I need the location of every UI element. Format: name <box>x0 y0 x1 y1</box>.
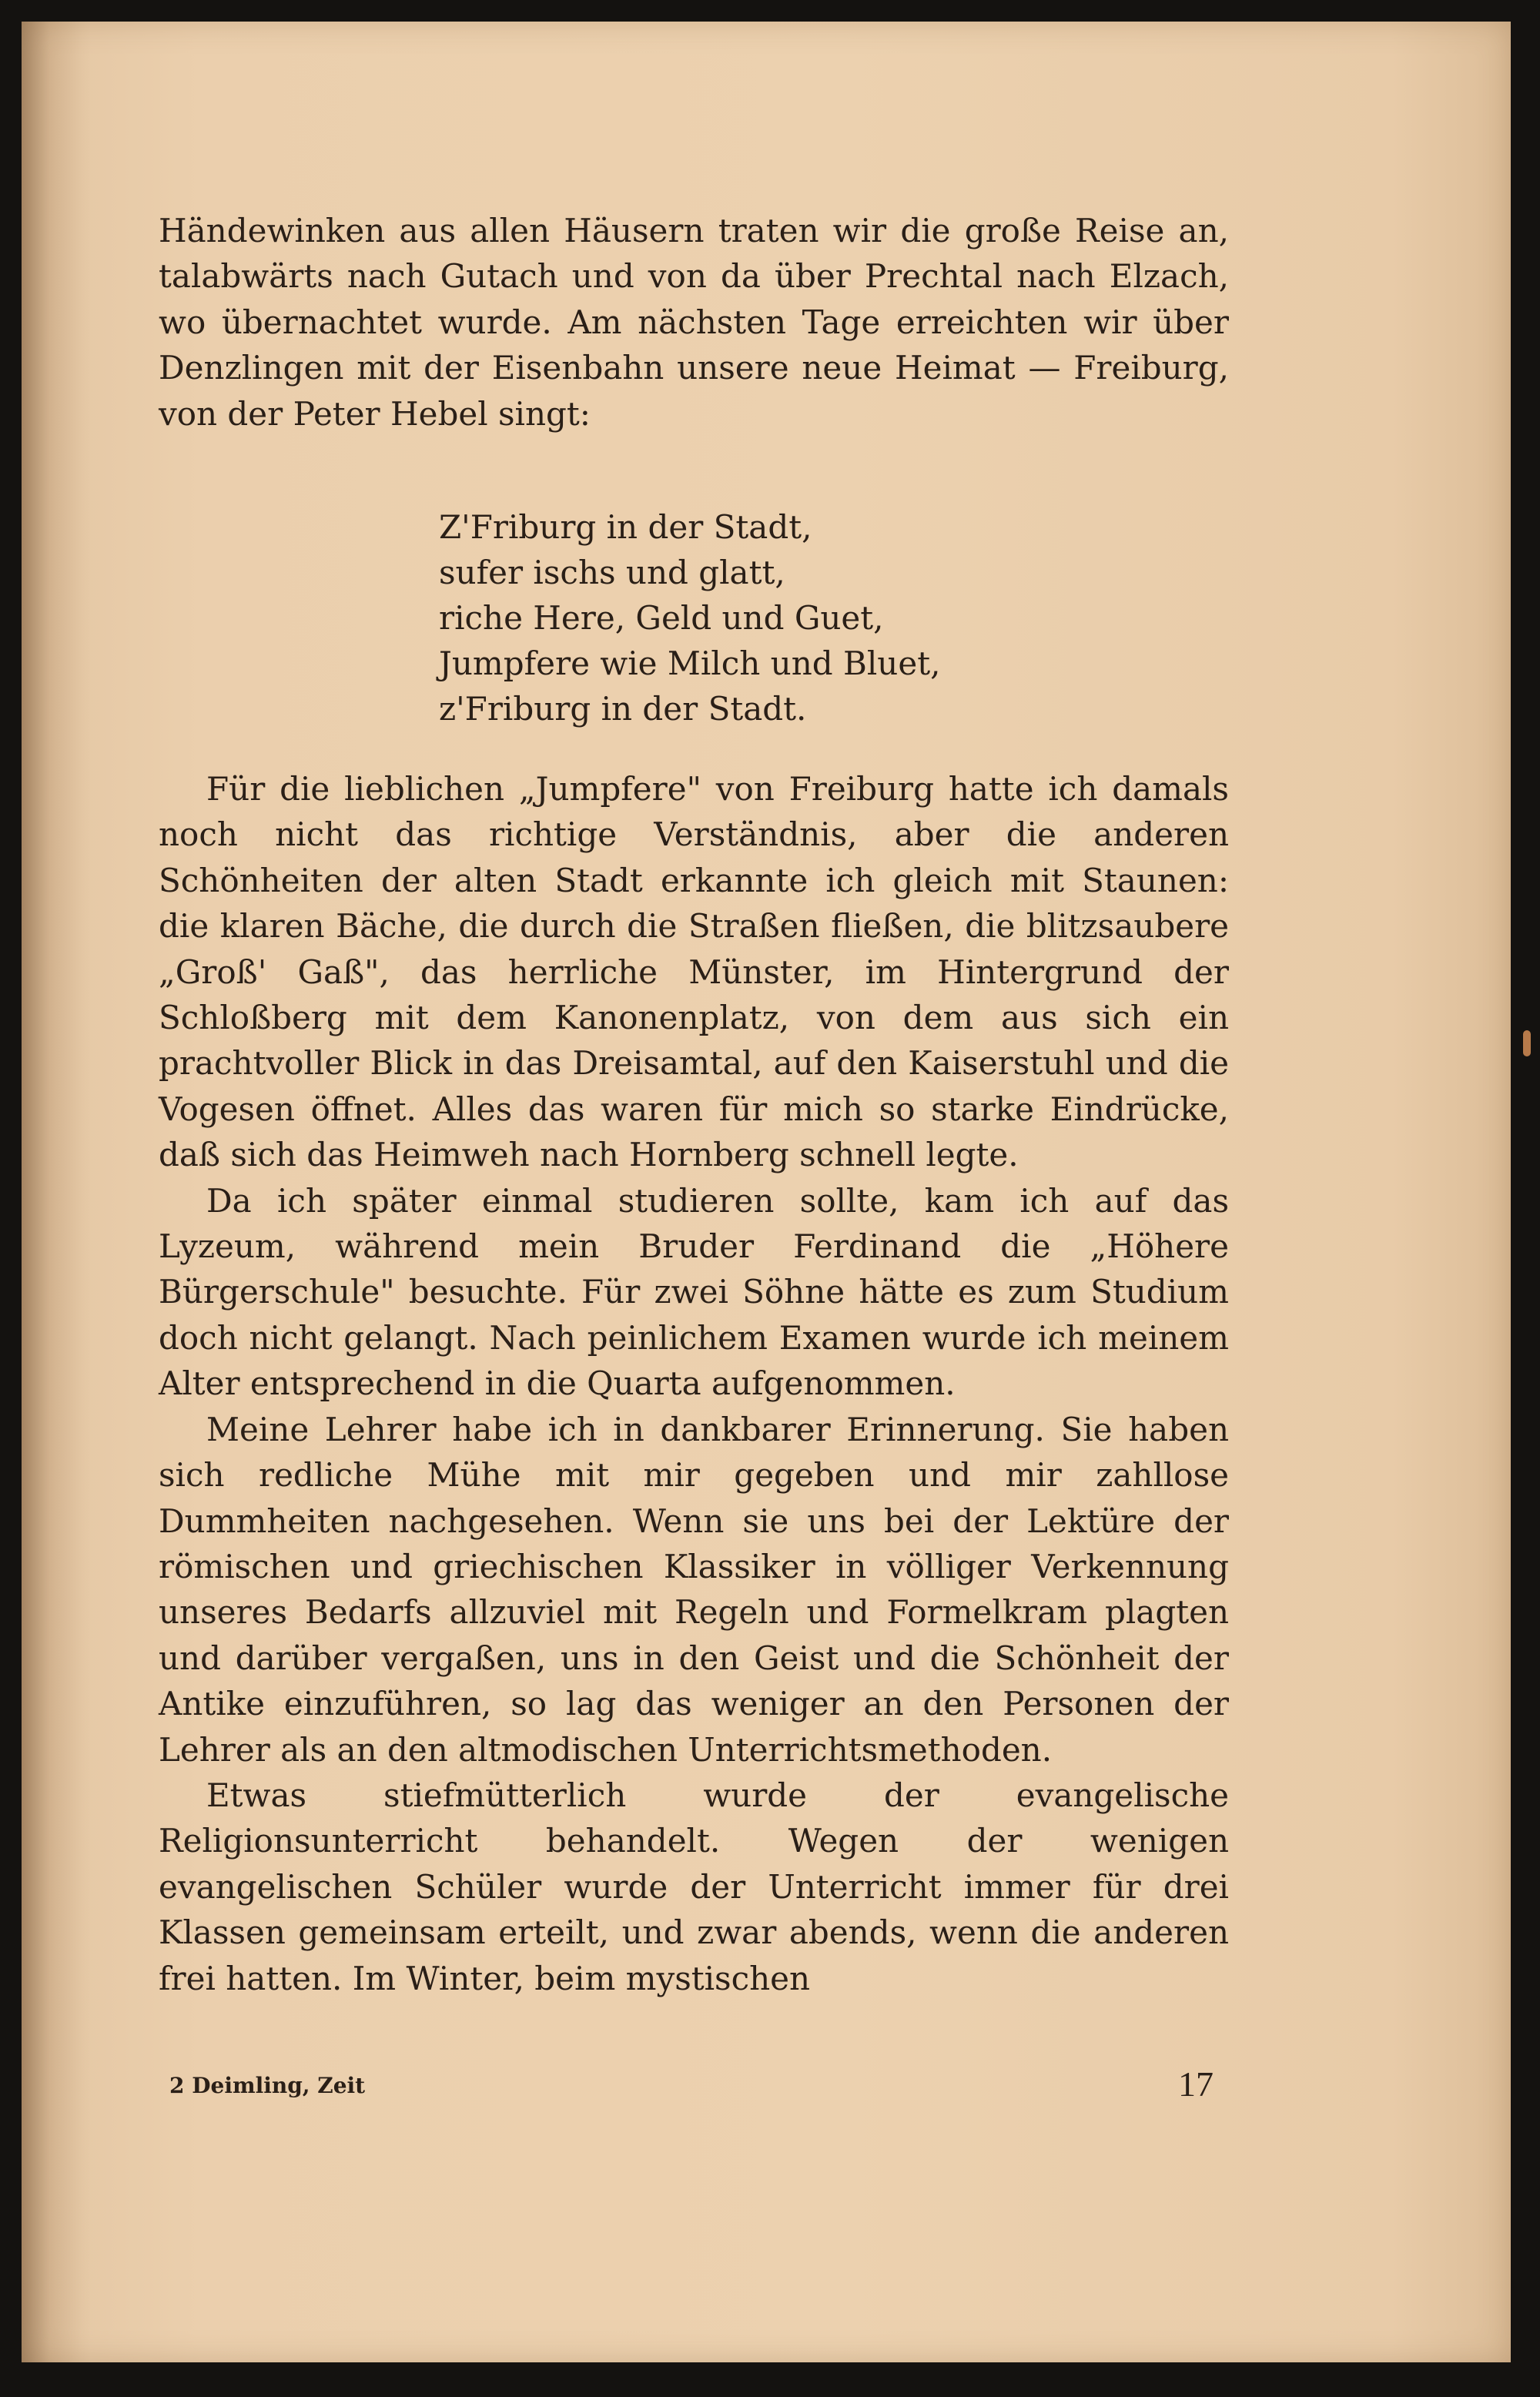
page-number: 17 <box>1178 2064 1214 2104</box>
page-gutter-shadow <box>22 22 91 2362</box>
poem-line-3: riche Here, Geld und Guet, <box>439 599 884 637</box>
poem-line-1: Z'Friburg in der Stadt, <box>439 508 812 546</box>
page-body <box>159 208 1229 437</box>
paragraph-3: Da ich später einmal studieren sollte, kam ich auf das Lyzeum, während mein Bruder Ferdinand die „Höhere Bürgerschule" besuchte. Für zwei Söhne hätte es zum Studium doch nicht gelangt. Nach peinlichem Examen wurde ich meinem Alter entsprechend in die Quarta aufgenommen. <box>159 1181 1229 1403</box>
paragraph-2: Für die lieblichen „Jumpfere" von Freiburg hatte ich damals noch nicht das richtige Verständnis, aber die anderen Schönheiten der alten Stadt erkannte ich gleich mit Staunen: die klaren Bäche, die durch die Straßen fließen, die blitzsaubere „Groß' Gaß", das herrliche Münster, im Hintergrund der Schloßberg mit dem Kanonenplatz, von dem aus sich ein prachtvoller Blick in das Dreisamtal, auf den Kaiserstuhl und die Vogesen öffnet. Alles das waren für mich so starke Eindrücke, daß sich das Heimweh nach Hornberg schnell legte. <box>159 770 1229 1174</box>
page-body-continued <box>159 766 1229 2001</box>
paragraph-1: Händewinken aus allen Häusern traten wir die große Reise an, talabwärts nach Gutach und von da über Prechtal nach Elzach, wo übernachtet wurde. Am nächsten Tage erreichten wir über Denzlingen mit der Eisenbahn unsere neue Heimat — Freiburg, von der Peter Hebel singt: <box>159 212 1229 433</box>
paragraph-5: Etwas stiefmütterlich wurde der evangelische Religionsunterricht behandelt. Wegen der wenigen evangelischen Schüler wurde der Unterricht immer für drei Klassen gemeinsam erteilt, und zwar abends, wenn die anderen frei hatten. Im Winter, beim mystischen <box>159 1776 1229 1997</box>
poem-block <box>439 504 940 731</box>
poem-line-4: Jumpfere wie Milch und Bluet, <box>439 644 941 682</box>
poem-line-2: sufer ischs und glatt, <box>439 554 785 591</box>
paper-stain <box>1523 1030 1531 1056</box>
signature-mark: 2 Deimling, Zeit <box>169 2073 366 2098</box>
poem-line-5: z'Friburg in der Stadt. <box>439 690 807 728</box>
paragraph-4: Meine Lehrer habe ich in dankbarer Erinnerung. Sie haben sich redliche Mühe mit mir gegeben und mir zahllose Dummheiten nachgesehen. Wenn sie uns bei der Lektüre der römischen und griechischen Klassiker in völliger Verkennung unseres Bedarfs allzuviel mit Regeln und Formelkram plagten und darüber vergaßen, uns in den Geist und die Schönheit der Antike einzuführen, so lag das weniger an den Personen der Lehrer als an den altmodischen Unterrichtsmethoden. <box>159 1410 1229 1769</box>
